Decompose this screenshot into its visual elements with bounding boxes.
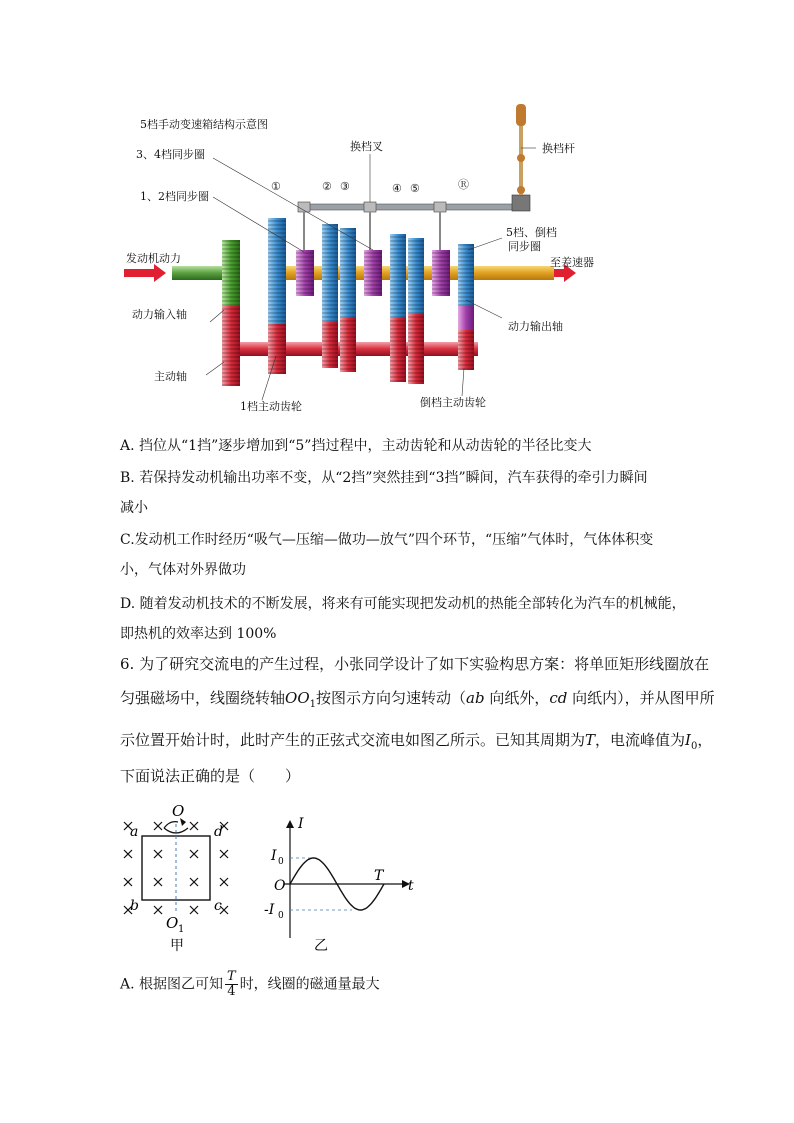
label-input-shaft: 动力输入轴 xyxy=(132,308,187,321)
label-O: O xyxy=(172,802,185,820)
label-main-shaft: 主动轴 xyxy=(154,370,187,383)
coil-and-wave-diagram xyxy=(118,798,418,963)
option-c-line1: C.发动机工作时经历“吸气—压缩—做功—放气”四个环节，“压缩”气体时，气体体积变 xyxy=(120,532,654,548)
label-engine-power: 发动机动力 xyxy=(126,252,181,265)
option-c-line2: 小，气体对外界做功 xyxy=(120,562,246,578)
shift-lever-joint xyxy=(517,154,525,162)
q6-line3-b: ，电流峰值为 xyxy=(595,731,686,749)
label-sync5r-1: 5档、倒档 xyxy=(506,226,557,239)
gear-label-2: ② xyxy=(322,180,332,193)
fraction-T-over-4 xyxy=(225,970,238,999)
shift-fork-2 xyxy=(364,202,376,212)
I-axis-arrow-icon xyxy=(286,820,294,828)
option-d-line2: 即热机的效率达到 100% xyxy=(120,626,277,642)
shift-lever-knob xyxy=(516,104,526,126)
label-c: c xyxy=(214,898,222,914)
shift-lever-joint-low xyxy=(517,186,525,194)
q6-axis-sub: 1 xyxy=(309,699,316,710)
label-sync34: 3、4档同步圈 xyxy=(136,148,205,161)
gear-label-3: ③ xyxy=(340,180,350,193)
q6-line3 xyxy=(120,730,712,757)
label-I0-sub: 0 xyxy=(278,857,284,867)
gear-label-4: ④ xyxy=(392,182,402,195)
label-shift-lever: 换档杆 xyxy=(542,142,575,155)
q6-T: T xyxy=(585,731,596,749)
option-d-line1: D. 随着发动机技术的不断发展，将来有可能实现把发动机的热能全部转化为汽车的机械能， xyxy=(120,596,686,612)
main-shaft-gear-teeth xyxy=(222,306,240,386)
label-origin: O xyxy=(274,878,286,894)
label-yi: 乙 xyxy=(314,938,328,954)
q6-I: I xyxy=(685,731,691,749)
label-output-shaft: 动力输出轴 xyxy=(508,320,563,333)
fraction-num: T xyxy=(227,969,236,984)
q6-line3-a: 示位置开始计时，此时产生的正弦式交流电如图乙所示。已知其周期为 xyxy=(120,731,586,749)
shift-rod xyxy=(300,204,520,210)
label-sync5r-2: 同步圈 xyxy=(508,240,541,253)
q6-cd: cd xyxy=(549,689,568,707)
label-T: T xyxy=(374,868,384,884)
q6-option-a-suffix: 时，线圈的磁通量最大 xyxy=(239,976,380,993)
q6-line2-b: 按图示方向匀速转动（ xyxy=(316,689,467,707)
shift-fork-3 xyxy=(434,202,446,212)
label-negI0: -I xyxy=(264,902,275,918)
label-jia: 甲 xyxy=(170,938,184,954)
fraction-den: 4 xyxy=(227,984,236,999)
q6-line3-c: ， xyxy=(697,731,713,749)
label-b: b xyxy=(130,898,139,914)
label-sync12: 1、2档同步圈 xyxy=(140,190,209,203)
q6-ab: ab xyxy=(466,689,485,707)
q6-option-a xyxy=(120,970,380,999)
q6-line2-d: 向纸内），并从图甲所 xyxy=(567,689,715,707)
label-reverse-drive: 倒档主动齿轮 xyxy=(420,396,486,409)
input-gear-teeth xyxy=(222,240,240,306)
option-b-line1: B. 若保持发动机输出功率不变，从“2挡”突然挂到“3挡”瞬间，汽车获得的牵引力瞬间 xyxy=(120,470,648,486)
gear-label-1: ① xyxy=(271,180,281,193)
gearbox-diagram xyxy=(118,100,618,420)
shift-lever-base xyxy=(512,195,530,211)
q6-axis: OO xyxy=(285,689,310,707)
label-t-axis: t xyxy=(408,878,414,894)
q6-line2-a: 匀强磁场中，线圈绕转轴 xyxy=(120,689,286,707)
q6-option-a-prefix: A. 根据图乙可知 xyxy=(120,976,224,993)
input-arrow xyxy=(124,264,166,282)
option-b-line2: 减小 xyxy=(120,500,148,516)
label-O1: O xyxy=(166,914,179,932)
label-negI0-sub: 0 xyxy=(278,911,284,921)
q6-line4: 下面说法正确的是（ ） xyxy=(120,767,301,785)
label-a: a xyxy=(130,824,139,840)
gear-label-5: ⑤ xyxy=(410,182,420,195)
q6-line2-c: 向纸外， xyxy=(484,689,550,707)
label-shift-fork: 换档叉 xyxy=(350,140,383,153)
label-O1-sub: 1 xyxy=(178,924,185,935)
label-to-diff: 至差速器 xyxy=(550,256,594,269)
label-I-axis: I xyxy=(298,816,304,832)
q6-line1: 6. 为了研究交流电的产生过程，小张同学设计了如下实验构思方案：将单匝矩形线圈放在 xyxy=(120,655,710,673)
gear-label-r: Ⓡ xyxy=(458,178,469,191)
label-I0: I xyxy=(271,848,277,864)
label-d: d xyxy=(214,824,223,840)
option-a: A. 挡位从“1挡”逐步增加到“5”挡过程中，主动齿轮和从动齿轮的半径比变大 xyxy=(120,438,592,454)
diagram-title: 5档手动变速箱结构示意图 xyxy=(140,118,268,131)
q6-line2 xyxy=(120,688,715,715)
label-gear1-drive: 1档主动齿轮 xyxy=(240,400,302,413)
q6-I-sub: 0 xyxy=(690,741,698,752)
